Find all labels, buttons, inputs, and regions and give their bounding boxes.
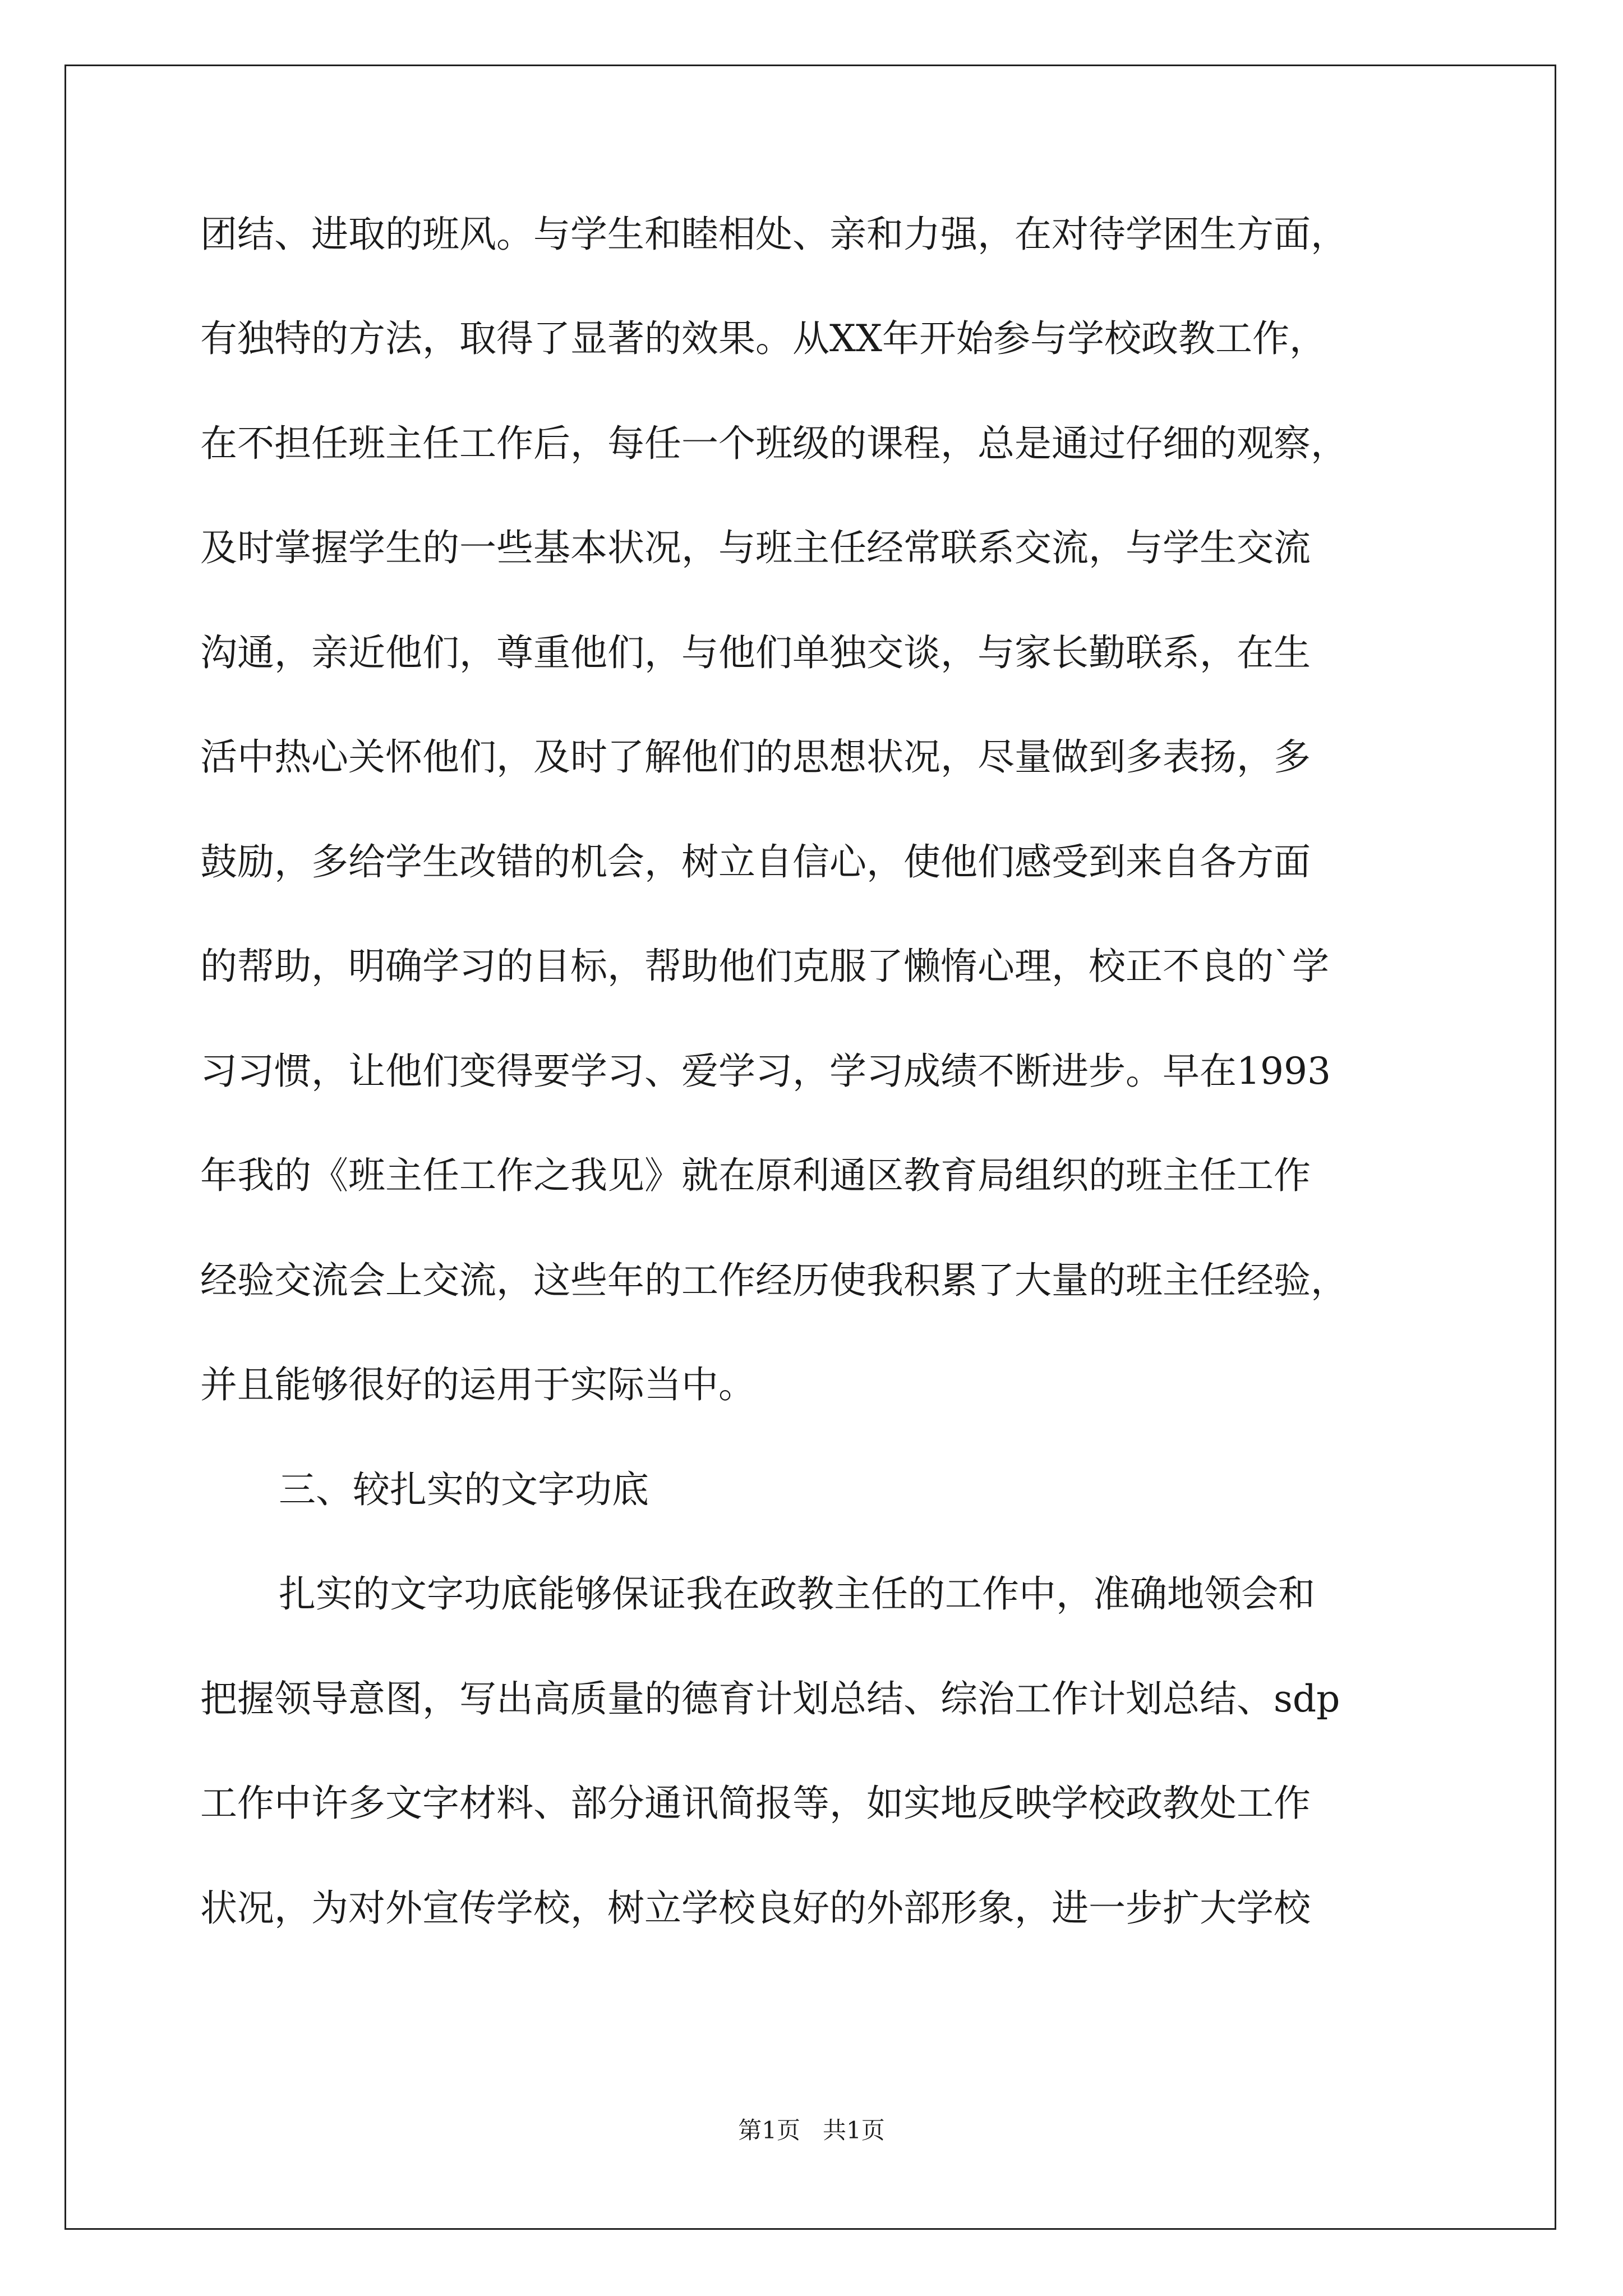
body-line: 并且能够很好的运用于实际当中。 [200, 1363, 755, 1406]
body-line: 的帮助，明确学习的目标，帮助他们克服了懒惰心理，校正不良的`学 [200, 945, 1329, 988]
body-line: 鼓励，多给学生改错的机会，树立自信心，使他们感受到来自各方面 [200, 840, 1311, 884]
body-line: 沟通，亲近他们，尊重他们，与他们单独交谈，与家长勤联系，在生 [200, 631, 1311, 674]
paragraph-line: 把握领导意图，写出高质量的德育计划总结、综治工作计划总结、sdp [200, 1677, 1340, 1720]
body-line: 活中热心关怀他们，及时了解他们的思想状况，尽量做到多表扬，多 [200, 735, 1311, 779]
paragraph-line: 扎实的文字功底能够保证我在政教主任的工作中，准确地领会和 [279, 1572, 1315, 1616]
body-line: 在不担任班主任工作后，每任一个班级的课程，总是通过仔细的观察， [200, 422, 1348, 465]
section-heading: 三、较扎实的文字功底 [279, 1468, 649, 1511]
body-line: 习习惯，让他们变得要学习、爱学习，学习成绩不断进步。早在1993 [200, 1050, 1331, 1093]
body-line: 经验交流会上交流，这些年的工作经历使我积累了大量的班主任经验， [200, 1259, 1348, 1302]
paragraph-line: 状况，为对外宣传学校，树立学校良好的外部形象，进一步扩大学校 [200, 1887, 1311, 1930]
body-line: 年我的《班主任工作之我见》就在原利通区教育局组织的班主任工作 [200, 1154, 1311, 1197]
body-line: 有独特的方法，取得了显著的效果。从XX年开始参与学校政教工作， [200, 317, 1326, 360]
body-line: 及时掌握学生的一些基本状况，与班主任经常联系交流，与学生交流 [200, 526, 1311, 569]
body-line: 团结、进取的班风。与学生和睦相处、亲和力强，在对待学困生方面， [200, 213, 1348, 256]
page-number-footer: 第1页 共1页 [738, 2116, 885, 2144]
paragraph-line: 工作中许多文字材料、部分通讯简报等，如实地反映学校政教处工作 [200, 1782, 1311, 1825]
